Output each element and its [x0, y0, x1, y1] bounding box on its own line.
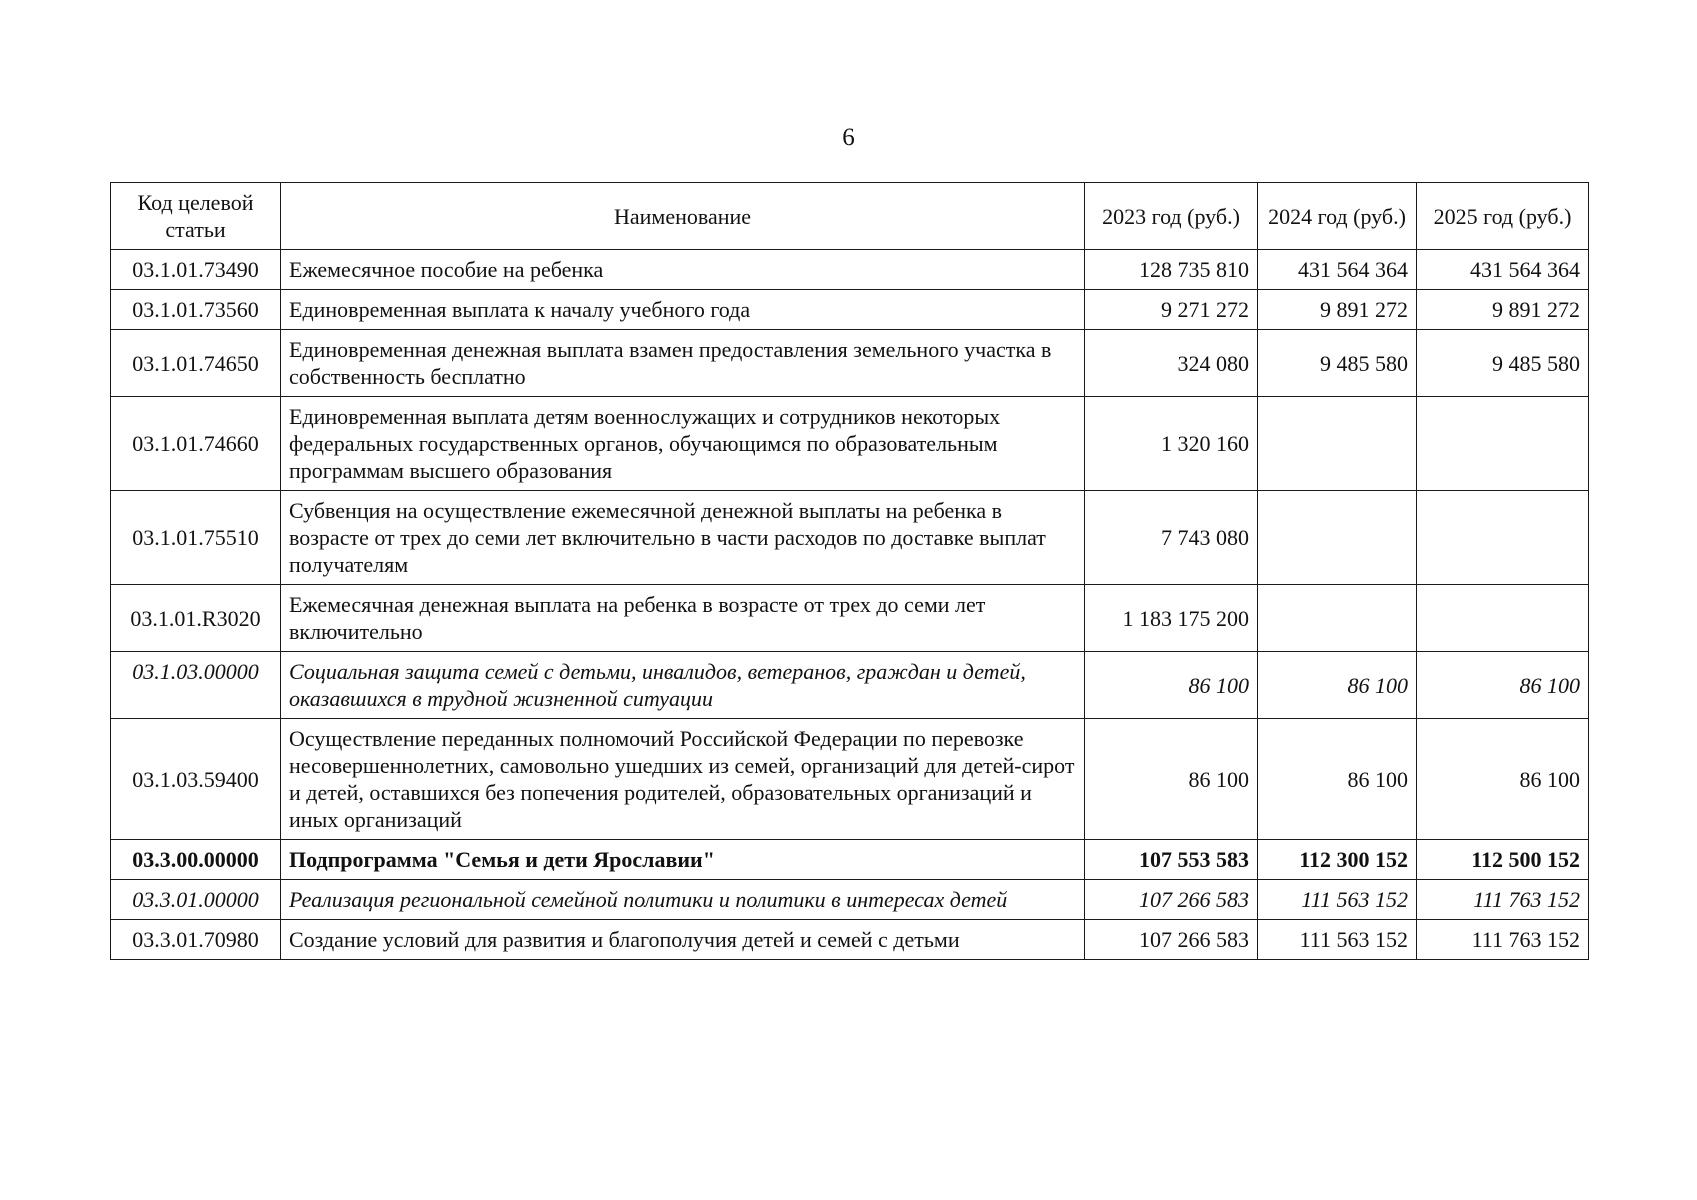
cell-2023: 1 320 160 [1085, 397, 1258, 491]
cell-2025: 431 564 364 [1417, 250, 1589, 290]
table-row [111, 880, 1589, 920]
table-row [111, 652, 1589, 719]
cell-2023: 107 553 583 [1085, 840, 1258, 880]
cell-name: Субвенция на осуществление ежемесячной денежной выплаты на ребенка в возрасте от трех до семи лет включительно в части расходов по доставке выплат получателям [281, 491, 1085, 585]
table-row [111, 491, 1589, 585]
cell-code: 03.3.01.70980 [111, 920, 281, 960]
cell-2025 [1417, 585, 1589, 652]
cell-2024 [1258, 585, 1417, 652]
table-row [111, 920, 1589, 960]
cell-2025: 112 500 152 [1417, 840, 1589, 880]
cell-code: 03.3.00.00000 [111, 840, 281, 880]
cell-2025: 9 485 580 [1417, 330, 1589, 397]
cell-code: 03.1.01.73560 [111, 290, 281, 330]
cell-2025: 9 891 272 [1417, 290, 1589, 330]
header-2025: 2025 год (руб.) [1417, 183, 1589, 250]
cell-name: Ежемесячное пособие на ребенка [281, 250, 1085, 290]
table-row [111, 330, 1589, 397]
cell-2023: 128 735 810 [1085, 250, 1258, 290]
budget-table [110, 182, 1589, 960]
table-header-row [111, 183, 1589, 250]
header-2024: 2024 год (руб.) [1258, 183, 1417, 250]
cell-name: Единовременная денежная выплата взамен предоставления земельного участка в собственность бесплатно [281, 330, 1085, 397]
cell-2025: 86 100 [1417, 652, 1589, 719]
table-row [111, 397, 1589, 491]
cell-2024: 86 100 [1258, 652, 1417, 719]
cell-2024: 86 100 [1258, 719, 1417, 840]
table-row [111, 290, 1589, 330]
cell-2023: 86 100 [1085, 719, 1258, 840]
cell-code: 03.1.03.00000 [111, 652, 281, 719]
cell-name: Ежемесячная денежная выплата на ребенка в возрасте от трех до семи лет включительно [281, 585, 1085, 652]
cell-2023: 324 080 [1085, 330, 1258, 397]
cell-2023: 107 266 583 [1085, 880, 1258, 920]
page-number: 6 [842, 124, 855, 151]
cell-2023: 9 271 272 [1085, 290, 1258, 330]
cell-2024 [1258, 491, 1417, 585]
cell-2025 [1417, 491, 1589, 585]
cell-name: Осуществление переданных полномочий Российской Федерации по перевозке несовершеннолетних, самовольно ушедших из семей, организаций для детей-сирот и детей, оставшихся без попечения родителей, образовательных организаций и иных организаций [281, 719, 1085, 840]
cell-name: Реализация региональной семейной политики и политики в интересах детей [281, 880, 1085, 920]
table-row [111, 250, 1589, 290]
cell-name: Социальная защита семей с детьми, инвалидов, ветеранов, граждан и детей, оказавшихся в трудной жизненной ситуации [281, 652, 1085, 719]
cell-2024: 9 485 580 [1258, 330, 1417, 397]
cell-code: 03.1.01.75510 [111, 491, 281, 585]
table-row [111, 840, 1589, 880]
cell-2024: 111 563 152 [1258, 880, 1417, 920]
cell-name: Единовременная выплата к началу учебного года [281, 290, 1085, 330]
cell-2025: 111 763 152 [1417, 920, 1589, 960]
cell-code: 03.1.03.59400 [111, 719, 281, 840]
cell-2023: 86 100 [1085, 652, 1258, 719]
cell-2024: 111 563 152 [1258, 920, 1417, 960]
cell-code: 03.1.01.R3020 [111, 585, 281, 652]
cell-2023: 107 266 583 [1085, 920, 1258, 960]
cell-2025: 86 100 [1417, 719, 1589, 840]
header-2023: 2023 год (руб.) [1085, 183, 1258, 250]
table-row [111, 719, 1589, 840]
header-name: Наименование [281, 183, 1085, 250]
cell-2024: 9 891 272 [1258, 290, 1417, 330]
cell-2024: 112 300 152 [1258, 840, 1417, 880]
cell-2023: 1 183 175 200 [1085, 585, 1258, 652]
cell-2024: 431 564 364 [1258, 250, 1417, 290]
cell-code: 03.1.01.74650 [111, 330, 281, 397]
cell-2024 [1258, 397, 1417, 491]
table-row [111, 585, 1589, 652]
cell-code: 03.1.01.73490 [111, 250, 281, 290]
cell-name: Подпрограмма "Семья и дети Ярославии" [281, 840, 1085, 880]
cell-2023: 7 743 080 [1085, 491, 1258, 585]
cell-code: 03.3.01.00000 [111, 880, 281, 920]
header-code: Код целевой статьи [111, 183, 281, 250]
cell-2025: 111 763 152 [1417, 880, 1589, 920]
cell-name: Единовременная выплата детям военнослужащих и сотрудников некоторых федеральных государственных органов, обучающимся по образовательным программам высшего образования [281, 397, 1085, 491]
cell-name: Создание условий для развития и благополучия детей и семей с детьми [281, 920, 1085, 960]
cell-2025 [1417, 397, 1589, 491]
cell-code: 03.1.01.74660 [111, 397, 281, 491]
